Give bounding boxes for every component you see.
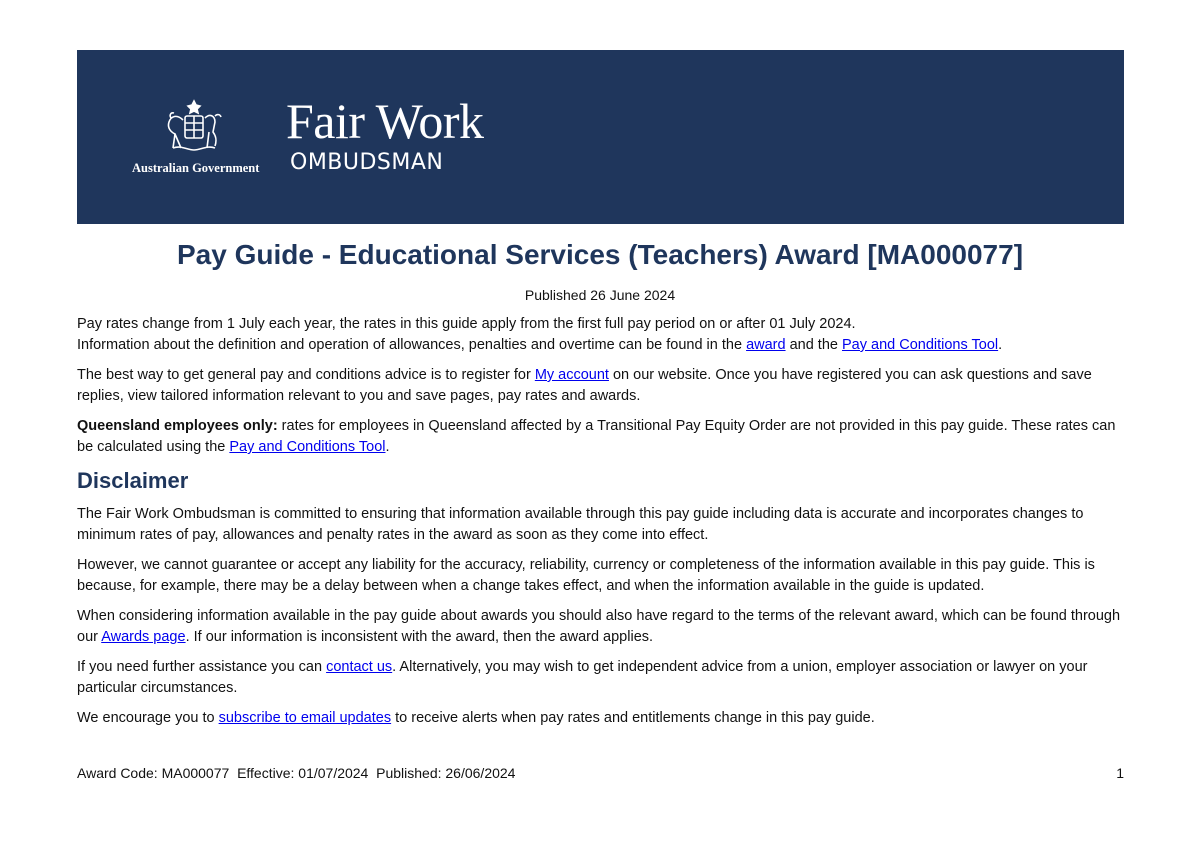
disclaimer-heading: Disclaimer [77,468,189,493]
coat-of-arms-icon [163,98,225,156]
pay-conditions-tool-link[interactable]: Pay and Conditions Tool [842,337,999,353]
queensland-note: Queensland employees only: rates for employees in Queensland affected by a Transitional Pay Equity Order are not provided in this pay guide. These rates can be calculated using the Pay and Conditions Tool. [77,418,1116,455]
award-link[interactable]: award [746,337,786,353]
queensland-label: Queensland employees only: [77,418,278,434]
main-content [77,314,1127,738]
intro-information: Information about the definition and operation of allowances, penalties and overtime can be found in the award and the Pay and Conditions Tool. [77,337,1003,353]
published-date: Published 26 June 2024 [524,287,676,303]
pay-conditions-tool-link-2[interactable]: Pay and Conditions Tool [229,439,386,455]
disclaimer-awards: When considering information available in the pay guide about awards you should also have regard to the terms of the relevant award, which can be found through our Awards page. If our information is inconsistent with the award, then the award applies. [77,608,1121,645]
awards-page-link[interactable]: Awards page [101,629,186,645]
brand-subtitle: OMBUDSMAN [290,150,444,175]
page-title: Pay Guide - Educational Services (Teachers) Award [MA000077] [176,239,1024,270]
disclaimer-commitment: The Fair Work Ombudsman is committed to ensuring that information available through this pay guide including data is accurate and incorporates changes to minimum rates of pay, allowances and penalty rates in the award as soon as they come into effect. [77,506,1084,543]
footer-award-code: Award Code: MA000077 Effective: 01/07/2024 Published: 26/06/2024 [77,765,516,781]
disclaimer-assistance: If you need further assistance you can contact us. Alternatively, you may wish to get independent advice from a union, employer association or lawyer on your particular circumstances. [77,659,1088,696]
intro-pay-rates: Pay rates change from 1 July each year, the rates in this guide apply from the first full pay period on or after 01 July 2024. [77,316,856,332]
disclaimer-subscribe: We encourage you to subscribe to email updates to receive alerts when pay rates and entitlements change in this pay guide. [77,710,875,726]
disclaimer-liability: However, we cannot guarantee or accept any liability for the accuracy, reliability, currency or completeness of the information available in this pay guide. This is because, for example, there may be a delay between when a change takes effect, and when the information available in the guide is updated. [77,557,1095,594]
intro-advice: The best way to get general pay and conditions advice is to register for My account on our website. Once you have registered you can ask questions and save replies, view tailored information relevant to you and save pages, pay rates and awards. [77,367,1092,404]
my-account-link[interactable]: My account [534,367,609,383]
header-banner [77,50,1124,224]
page-footer [77,764,1124,782]
contact-us-link[interactable]: contact us [326,659,393,675]
brand-name: Fair Work [286,93,484,149]
subscribe-link[interactable]: subscribe to email updates [218,710,392,726]
page-number: 1 [1116,765,1124,781]
government-label: Australian Government [132,161,260,175]
